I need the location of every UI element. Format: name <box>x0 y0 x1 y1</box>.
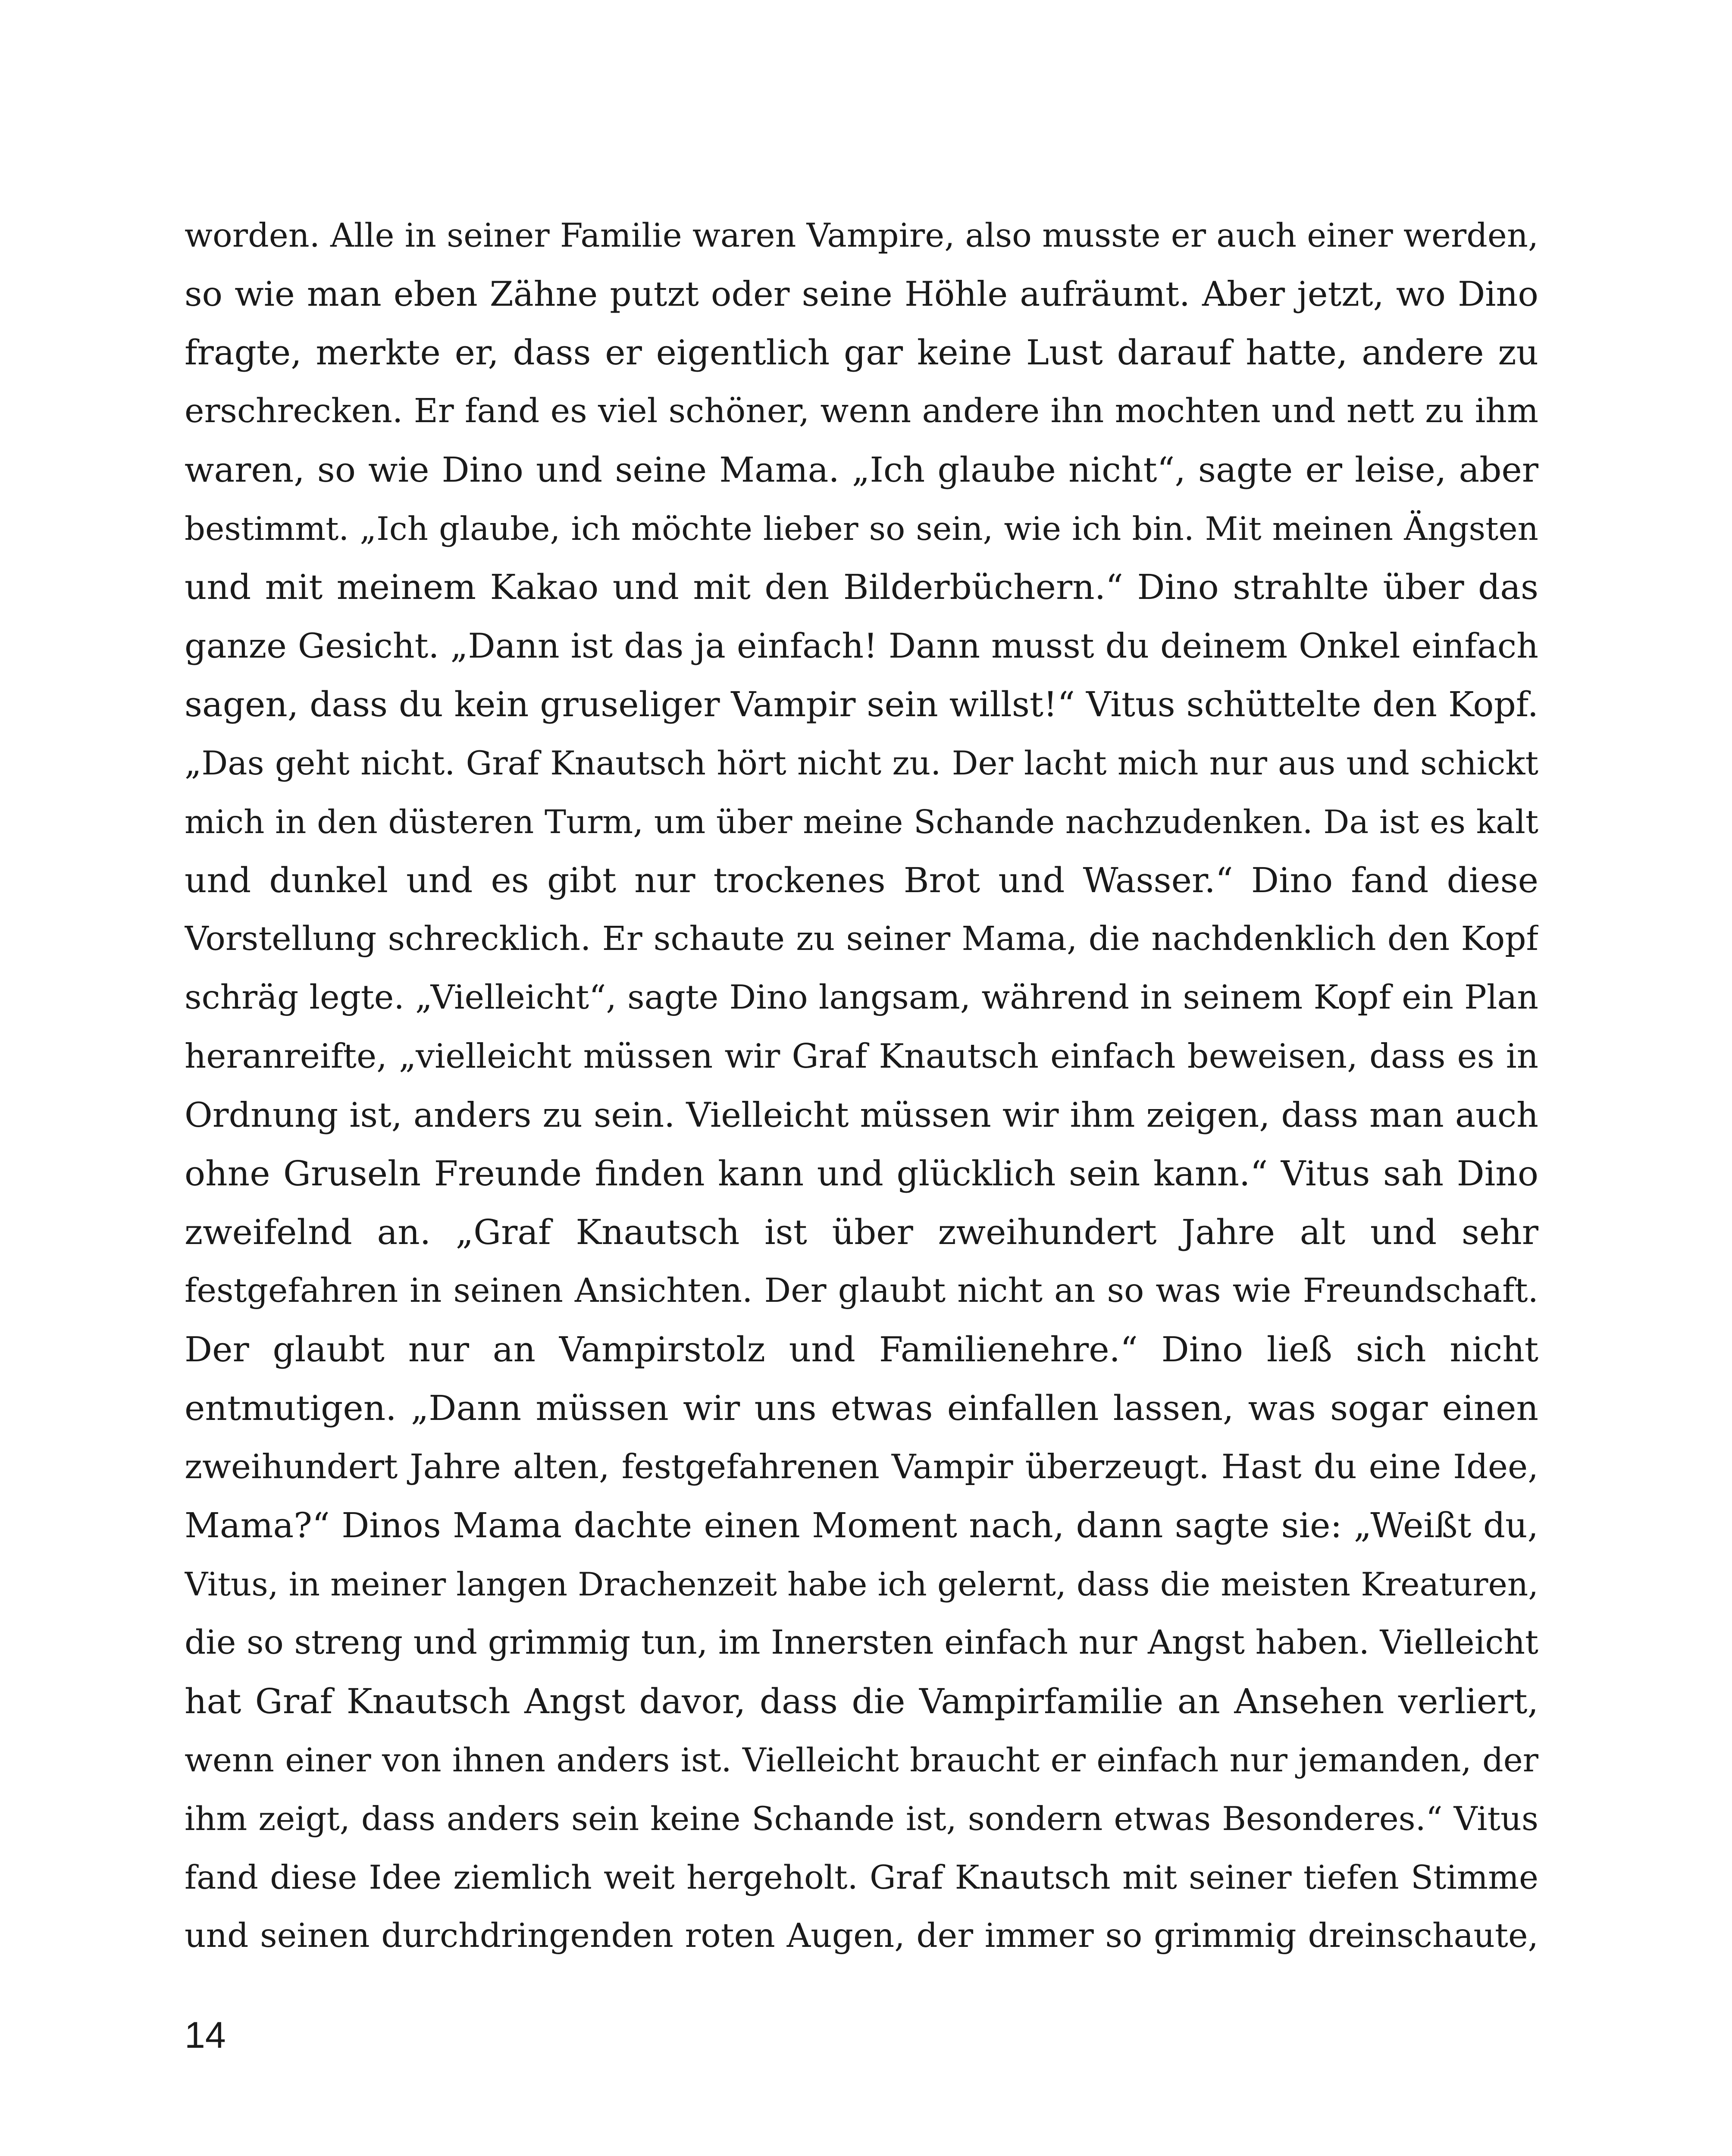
text-line: Vorstellung schrecklich. Er schaute zu seiner Mama, die nachdenklich den Kopf <box>185 920 1538 958</box>
text-line: fragte, merkte er, dass er eigentlich gar keine Lust darauf hatte, andere zu <box>185 332 1538 373</box>
text-line: heranreifte, „vielleicht müssen wir Graf Knautsch einfach beweisen, dass es in <box>185 1037 1538 1076</box>
text-line: ganze Gesicht. „Dann ist das ja einfach! Dann musst du deinem Onkel einfach <box>185 626 1538 666</box>
text-line: festgefahren in seinen Ansichten. Der glaubt nicht an so was wie Freundschaft. <box>185 1272 1538 1310</box>
text-line: fand diese Idee ziemlich weit hergeholt. Graf Knautsch mit seiner tiefen Stimme <box>185 1858 1538 1896</box>
body-text <box>185 206 1538 1965</box>
text-line: bestimmt. „Ich glaube, ich möchte lieber so sein, wie ich bin. Mit meinen Ängsten <box>185 510 1538 548</box>
text-line: „Das geht nicht. Graf Knautsch hört nicht zu. Der lacht mich nur aus und schickt <box>185 744 1538 782</box>
text-line: die so streng und grimmig tun, im Innersten einfach nur Angst haben. Vielleicht <box>185 1623 1538 1662</box>
text-line: worden. Alle in seiner Familie waren Vampire, also musste er auch einer werden, <box>185 216 1538 254</box>
text-line: so wie man eben Zähne putzt oder seine Höhle aufräumt. Aber jetzt, wo Dino <box>185 274 1538 314</box>
text-line: Der glaubt nur an Vampirstolz und Familienehre.“ Dino ließ sich nicht <box>185 1329 1538 1369</box>
text-line: Ordnung ist, anders zu sein. Vielleicht müssen wir ihm zeigen, dass man auch <box>185 1095 1538 1135</box>
text-line: zweihundert Jahre alten, festgefahrenen Vampir überzeugt. Hast du eine Idee, <box>185 1448 1538 1486</box>
text-line: ohne Gruseln Freunde finden kann und glücklich sein kann.“ Vitus sah Dino <box>185 1153 1538 1194</box>
text-line: wenn einer von ihnen anders ist. Vielleicht braucht er einfach nur jemanden, der <box>185 1741 1538 1779</box>
page-number: 14 <box>185 2015 226 2056</box>
text-line: Vitus, in meiner langen Drachenzeit habe ich gelernt, dass die meisten Kreaturen, <box>185 1565 1538 1603</box>
text-line: und seinen durchdringenden roten Augen, der immer so grimmig dreinschaute, <box>185 1917 1538 1955</box>
text-line: Mama?“ Dinos Mama dachte einen Moment nach, dann sagte sie: „Weißt du, <box>185 1505 1538 1545</box>
text-line: schräg legte. „Vielleicht“, sagte Dino langsam, während in seinem Kopf ein Plan <box>185 978 1538 1017</box>
text-line: mich in den düsteren Turm, um über meine Schande nachzudenken. Da ist es kalt <box>185 803 1538 841</box>
text-line: zweifelnd an. „Graf Knautsch ist über zweihundert Jahre alt und sehr <box>185 1212 1538 1252</box>
text-line: und mit meinem Kakao und mit den Bilderbüchern.“ Dino strahlte über das <box>185 567 1538 607</box>
text-line: ihm zeigt, dass anders sein keine Schande ist, sondern etwas Besonderes.“ Vitus <box>185 1799 1538 1838</box>
text-line: waren, so wie Dino und seine Mama. „Ich glaube nicht“, sagte er leise, aber <box>185 450 1538 490</box>
text-line: hat Graf Knautsch Angst davor, dass die Vampirfamilie an Ansehen verliert, <box>185 1681 1538 1721</box>
text-line: und dunkel und es gibt nur trockenes Brot und Wasser.“ Dino fand diese <box>185 860 1538 900</box>
text-line: entmutigen. „Dann müssen wir uns etwas einfallen lassen, was sogar einen <box>185 1388 1538 1428</box>
text-line: sagen, dass du kein gruseliger Vampir sein willst!“ Vitus schüttelte den Kopf. <box>185 684 1538 724</box>
text-line: erschrecken. Er fand es viel schöner, wenn andere ihn mochten und nett zu ihm <box>185 392 1538 430</box>
